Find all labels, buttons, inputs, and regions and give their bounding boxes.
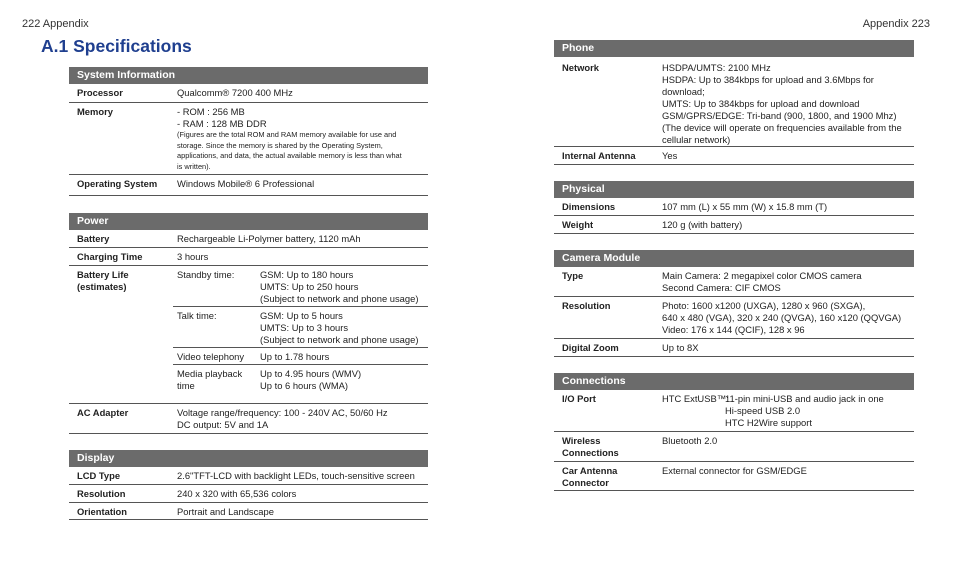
spec-label: Type xyxy=(562,270,584,281)
media-row xyxy=(173,365,428,403)
display-section xyxy=(69,450,428,520)
spec-row-dimensions xyxy=(554,198,914,216)
label-line: time xyxy=(177,380,195,391)
spec-value: 240 x 320 with 65,536 colors xyxy=(177,488,297,499)
spec-label: Memory xyxy=(77,106,113,117)
connections-section xyxy=(554,373,914,491)
spec-row-charging-time xyxy=(69,248,428,266)
section-title: Display xyxy=(69,450,428,467)
spec-label xyxy=(562,465,617,489)
value-line: Main Camera: 2 megapixel color CMOS camera xyxy=(662,270,862,281)
sub-value xyxy=(260,269,418,305)
section-title: Power xyxy=(69,213,428,230)
value-line: 640 x 480 (VGA), 320 x 240 (QVGA), 160 x120 (QQVGA) xyxy=(662,312,902,323)
memory-note: is written). xyxy=(177,161,211,171)
spec-label: Battery xyxy=(77,233,110,244)
spec-value: Portrait and Landscape xyxy=(177,506,274,517)
value-line: HSDPA: Up to 384kbps for upload and 3.6Mbps for xyxy=(662,74,874,85)
spec-value xyxy=(177,106,427,172)
spec-label: Weight xyxy=(562,219,594,230)
value-line: DC output: 5V and 1A xyxy=(177,419,269,430)
left-column xyxy=(69,67,428,520)
spec-row-wireless xyxy=(554,432,914,462)
spec-value xyxy=(662,270,862,294)
spec-label: Digital Zoom xyxy=(562,342,619,353)
value-line: (The device will operate on frequencies available from the xyxy=(662,122,902,133)
spec-label: Resolution xyxy=(562,300,611,311)
spec-label: Internal Antenna xyxy=(562,150,636,161)
value-line: Voltage range/frequency: 100 - 240V AC, 50/60 Hz xyxy=(177,407,388,418)
value-line: (Subject to network and phone usage) xyxy=(260,293,419,304)
value-line: GSM: Up to 5 hours xyxy=(260,310,343,321)
spec-row-weight xyxy=(554,216,914,234)
spec-row-orientation xyxy=(69,503,428,520)
video-row xyxy=(173,348,428,365)
spec-value: 120 g (with battery) xyxy=(662,219,743,230)
spec-row-ac-adapter xyxy=(69,404,428,434)
standby-row xyxy=(173,266,428,307)
value-line: (Subject to network and phone usage) xyxy=(260,334,419,345)
spec-value: 3 hours xyxy=(177,251,209,262)
spec-value: Windows Mobile® 6 Professional xyxy=(177,178,315,189)
talk-row xyxy=(173,307,428,348)
value-line: UMTS: Up to 3 hours xyxy=(260,322,349,333)
label-line: Car Antenna xyxy=(562,465,618,476)
spec-label: Network xyxy=(562,62,599,73)
value-line: UMTS: Up to 250 hours xyxy=(260,281,359,292)
value-line: Second Camera: CIF CMOS xyxy=(662,282,781,293)
value-line: Up to 4.95 hours (WMV) xyxy=(260,368,362,379)
spec-value xyxy=(662,300,901,336)
battery-life-label: Battery Life xyxy=(77,269,129,280)
spec-row-network xyxy=(554,57,914,147)
value-line: cellular network) xyxy=(662,134,731,145)
phone-section xyxy=(554,40,914,165)
value-line: Video: 176 x 144 (QCIF), 128 x 96 xyxy=(662,324,805,335)
memory-note: (Figures are the total ROM and RAM memory available for use and xyxy=(177,130,397,139)
spec-row-io-port xyxy=(554,390,914,432)
right-column xyxy=(554,40,914,491)
value-line: GSM: Up to 180 hours xyxy=(260,269,354,280)
sub-value xyxy=(260,368,361,392)
spec-row-battery-life xyxy=(69,266,428,404)
section-title: Connections xyxy=(554,373,914,390)
spec-row-battery xyxy=(69,230,428,248)
sub-label: Talk time: xyxy=(177,310,217,321)
spec-row-resolution xyxy=(69,485,428,503)
spec-row-camera-resolution xyxy=(554,297,914,339)
spec-label: LCD Type xyxy=(77,470,121,481)
spec-value: Yes xyxy=(662,150,678,161)
spec-row-internal-antenna xyxy=(554,147,914,165)
memory-note: storage. Since the memory is shared by the Operating System, xyxy=(177,140,383,150)
system-information-section xyxy=(69,67,428,196)
value-line: Photo: 1600 x1200 (UXGA), 1280 x 960 (SXGA), xyxy=(662,300,866,311)
value-line: Hi-speed USB 2.0 xyxy=(725,405,801,416)
physical-section xyxy=(554,181,914,234)
spec-row-car-antenna xyxy=(554,462,914,491)
section-title: Physical xyxy=(554,181,914,198)
spec-label: Operating System xyxy=(77,178,158,189)
spec-row-camera-type xyxy=(554,267,914,297)
spec-value: 2.6"TFT-LCD with backlight LEDs, touch-sensitive screen xyxy=(177,470,415,481)
memory-note: applications, and data, the actual available memory is less than what xyxy=(177,151,402,160)
spec-value: Rechargeable Li-Polymer battery, 1120 mAh xyxy=(177,233,361,244)
sub-label xyxy=(177,368,242,392)
label-line: Wireless xyxy=(562,435,601,446)
sub-value: Up to 1.78 hours xyxy=(260,351,330,362)
spec-row-memory xyxy=(69,103,428,175)
value-line: GSM/GPRS/EDGE: Tri-band (900, 1800, and 1900 Mhz) xyxy=(662,110,897,121)
memory-rom: - ROM : 256 MB xyxy=(177,106,245,117)
spec-value: External connector for GSM/EDGE xyxy=(662,465,807,476)
spec-value xyxy=(725,393,884,429)
battery-life-label: (estimates) xyxy=(77,281,127,292)
io-port-prefix: HTC ExtUSB™: xyxy=(662,393,729,404)
value-line: UMTS: Up to 384kbps for upload and download xyxy=(662,98,860,109)
label-line: Connector xyxy=(562,477,609,488)
value-line: HTC H2Wire support xyxy=(725,417,812,428)
sub-label: Video telephony xyxy=(177,351,245,362)
value-line: Up to 6 hours (WMA) xyxy=(260,380,349,391)
sub-label: Standby time: xyxy=(177,269,235,280)
spec-label: Orientation xyxy=(77,506,128,517)
spec-label xyxy=(562,435,619,459)
spec-label: Resolution xyxy=(77,488,126,499)
spec-value xyxy=(662,62,902,146)
spec-value xyxy=(177,407,388,431)
spec-row-processor xyxy=(69,84,428,103)
value-line: 11-pin mini-USB and audio jack in one xyxy=(725,393,884,404)
spec-value: 107 mm (L) x 55 mm (W) x 15.8 mm (T) xyxy=(662,201,828,212)
spec-label: AC Adapter xyxy=(77,407,129,418)
sub-value xyxy=(260,310,418,346)
spec-label: I/O Port xyxy=(562,393,596,404)
spec-label: Dimensions xyxy=(562,201,616,212)
camera-module-section xyxy=(554,250,914,357)
spec-row-lcd-type xyxy=(69,467,428,485)
page-header-left: 222 Appendix xyxy=(22,18,89,30)
page-header-right: Appendix 223 xyxy=(862,18,930,30)
label-line: Connections xyxy=(562,447,619,458)
spec-label: Charging Time xyxy=(77,251,143,262)
spec-value: Up to 8X xyxy=(662,342,699,353)
section-title: System Information xyxy=(69,67,428,84)
section-title: Camera Module xyxy=(554,250,914,267)
spec-row-operating-system xyxy=(69,175,428,196)
spec-row-digital-zoom xyxy=(554,339,914,357)
battery-life-subtable xyxy=(173,266,428,403)
value-line: download; xyxy=(662,86,705,97)
label-line: Media playback xyxy=(177,368,243,379)
memory-ram: - RAM : 128 MB DDR xyxy=(177,118,267,129)
spec-label xyxy=(77,269,129,293)
spec-value: Qualcomm® 7200 400 MHz xyxy=(177,87,293,98)
value-line: HSDPA/UMTS: 2100 MHz xyxy=(662,62,771,73)
spec-label: Processor xyxy=(77,87,123,98)
spec-value: Bluetooth 2.0 xyxy=(662,435,718,446)
power-section xyxy=(69,213,428,434)
page-title: A.1 Specifications xyxy=(41,36,192,56)
section-title: Phone xyxy=(554,40,914,57)
